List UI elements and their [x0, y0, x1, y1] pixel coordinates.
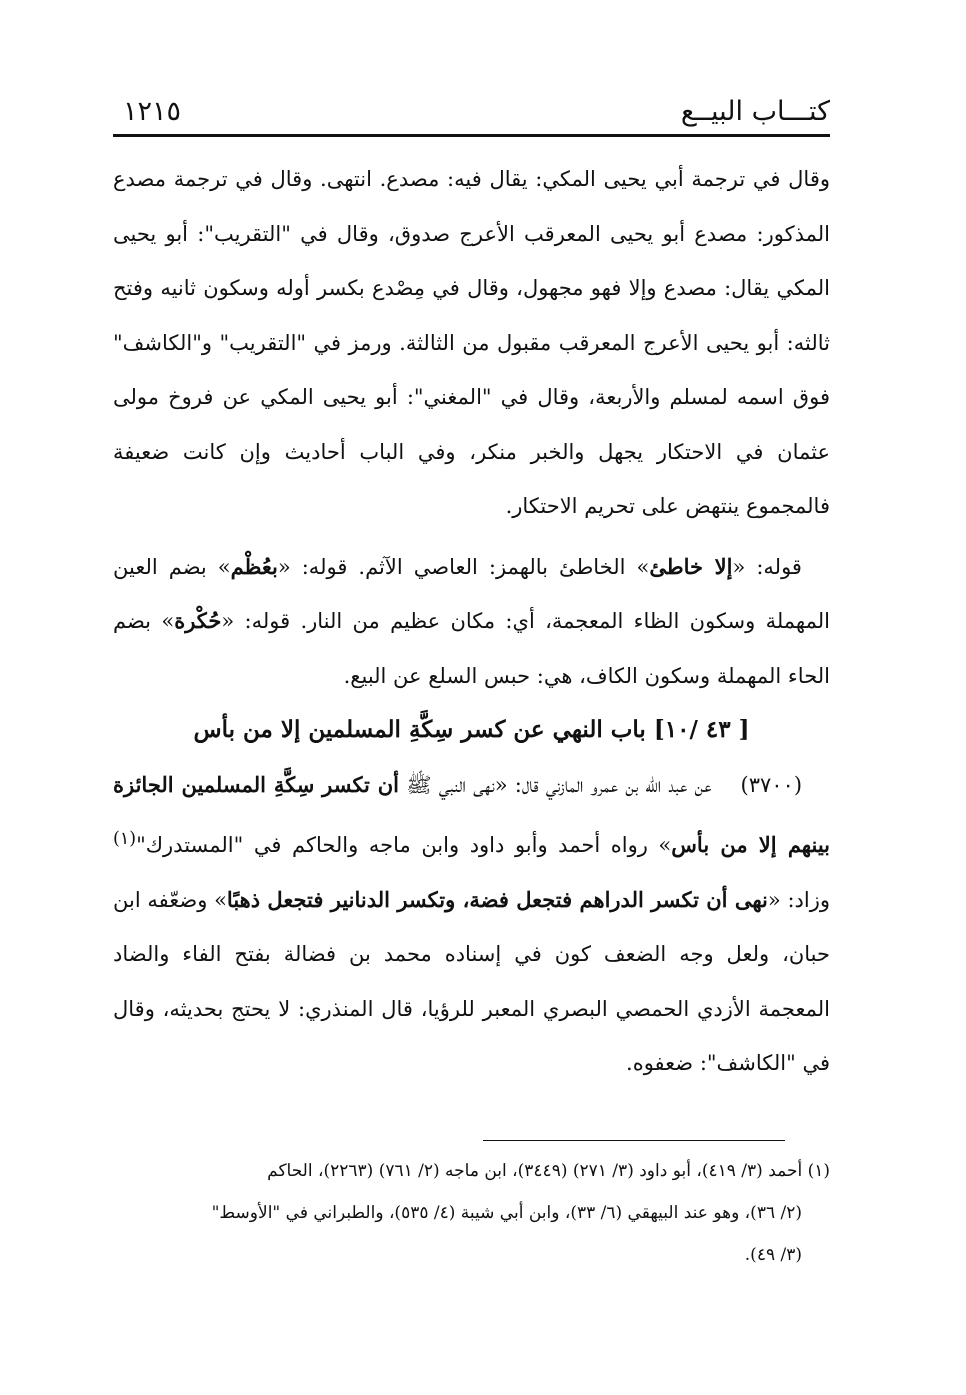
bold-quote: حُكْرة	[174, 608, 222, 633]
page-header	[113, 92, 830, 132]
text-run: » الخاطئ بالهمز: العاصي الآثم. قوله: «	[277, 554, 650, 579]
bold-quote: أن تكسر سِكَّةِ المسلمين الجائزة بينهم إلا من بأس	[113, 771, 830, 857]
bold-quote: إلا خاطئ	[649, 553, 733, 579]
footnote-rule	[483, 1140, 785, 1141]
footnote-line: (١) أحمد (٣/ ٤١٩)، أبو داود (٣/ ٢٧١) (٣٤٤٩)، ابن ماجه (٢/ ٧٦١) (٢٢٦٣)، الحاكم	[267, 1161, 830, 1181]
bold-quote: بعُظْم	[230, 553, 278, 579]
footnote-ref: (١)	[113, 829, 137, 849]
footnotes	[113, 1150, 830, 1276]
chapter-heading: [ ٤٣ /١٠] باب النهي عن كسر سِكَّةِ المسلمين إلا من بأس	[193, 716, 750, 743]
text-run: » رواه أحمد وأبو داود وابن ماجه والحاكم في "المستدرك"	[136, 833, 672, 857]
footnote-line: (٢/ ٣٦)، وهو عند البيهقي (٦/ ٣٣)، وابن أبي شيبة (٤/ ٥٣٥)، والطبراني في "الأوسط"	[211, 1203, 802, 1223]
paragraph-1: وقال في ترجمة أبي يحيى المكي: يقال فيه: مصدع. انتهى. وقال في ترجمة مصدع المذكور: مصدع أبو يحيى المعرقب الأعرج صدوق، وقال في "التقريب": أبو يحيى المكي يقال: مصدع وإلا فهو مجهول، وقال في مِصْدع بكسر أوله وسكون ثانيه وفتح ثالثه: أبو يحيى الأعرج المعرقب مقبول من الثالثة. ورمز في "التقريب" و"الكاشف" فوق اسمه لمسلم والأربعة، وقال في "المغني": أبو يحيى المكي عن فروخ مولى عثمان في الاحتكار يجهل والخبر منكر، وفي الباب أحاديث وإن كانت ضعيفة فالمجموع ينتهض على تحريم الاحتكار.	[113, 167, 830, 518]
page-number: ١٢١٥	[123, 96, 182, 127]
text-run: » وضعّفه ابن حبان، ولعل وجه الضعف كون في إسناده محمد بن فضالة بفتح الفاء والضاد المعجمة الأزدي الحمصي البصري المعبر للرؤيا، قال المنذري: لا يحتج بحديثه، وقال في "الكاشف": ضعفوه.	[113, 887, 830, 1075]
paragraph-2	[113, 540, 830, 704]
text-run: وزاد: «	[767, 887, 830, 912]
footnote-line: (٣/ ٤٩).	[744, 1245, 802, 1265]
running-title: كتـــاب البيــع	[680, 96, 830, 127]
text-run: عن عبد الله بن عمرو المازني قال: «نهى النبي ﷺ	[399, 772, 712, 797]
hadith-number: (٣٧٠٠)	[740, 772, 803, 797]
main-text	[113, 152, 830, 1091]
text-run: » بضم الحاء المهملة وسكون الكاف، هي: حبس السلع عن البيع.	[113, 609, 830, 688]
hadith-paragraph	[113, 758, 830, 1091]
header-rule	[113, 134, 830, 137]
text-run: » بضم العين المهملة وسكون الظاء المعجمة، أي: مكان عظيم من النار. قوله: «	[113, 554, 830, 633]
text-run: قوله: «	[732, 554, 802, 579]
bold-quote: نهى أن تكسر الدراهم فتجعل فضة، وتكسر الدنانير فتجعل ذهبًا	[226, 886, 768, 912]
